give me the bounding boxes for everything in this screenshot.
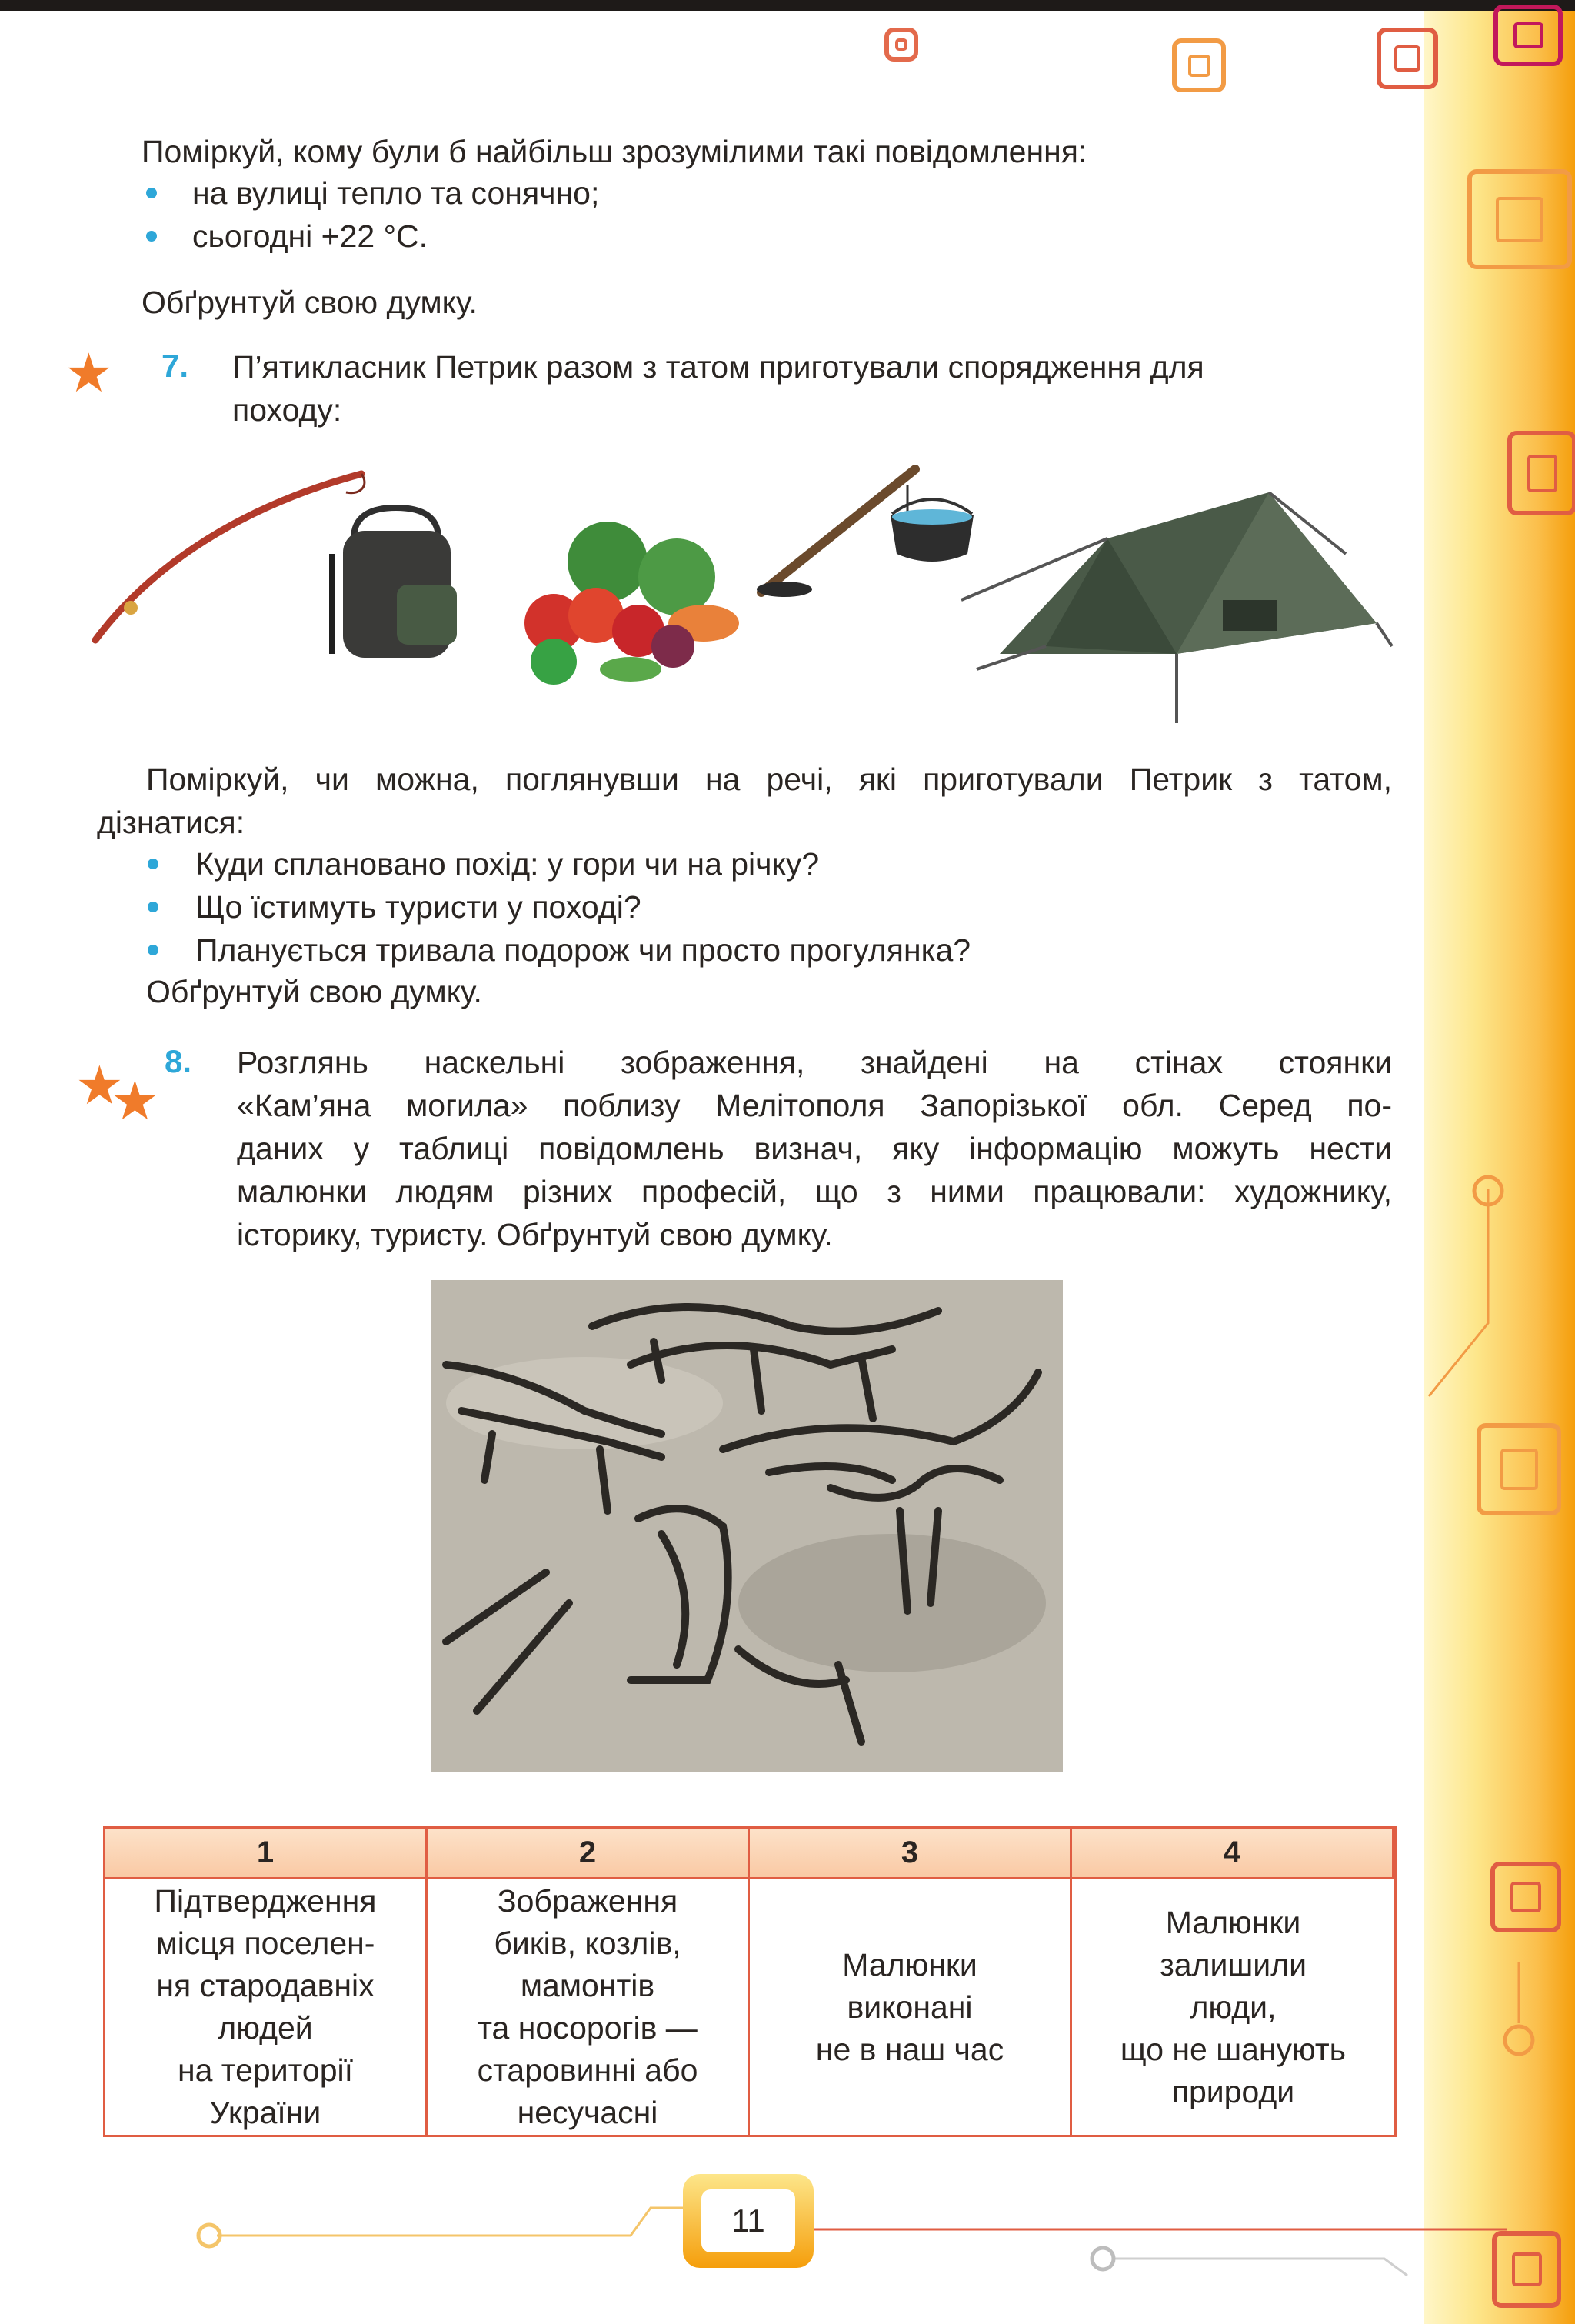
intro-bullet-1: на вулиці тепло та сонячно; <box>192 175 600 211</box>
page-number: 11 <box>701 2189 795 2252</box>
task7-bullet-3: Планується тривала подорож чи просто прогулянка? <box>195 932 971 968</box>
task7-bullet-1: Куди сплановано похід: у гори чи на річку? <box>195 846 820 882</box>
task8-line-5: історику, туристу. Обґрунтуй свою думку. <box>237 1217 833 1252</box>
task7-number: 7. <box>161 348 189 384</box>
table-cell-4: Малюнки залишили люди, що не шанують природи <box>1120 1904 1347 2109</box>
task7-line-2: походу: <box>232 392 342 428</box>
task7-line-1: П’ятикласник Петрик разом з татом приготували спорядження для <box>232 349 1204 385</box>
task7-bullet-2: Що їстимуть туристи у поході? <box>195 889 641 925</box>
intro-bullet-2: сьогодні +22 °С. <box>192 218 428 254</box>
task8-number: 8. <box>165 1043 192 1079</box>
bullet-marker <box>146 188 157 198</box>
cave-drawings-image <box>431 1280 1063 1772</box>
tent-icon <box>946 469 1400 731</box>
task7-justify: Обґрунтуй свою думку. <box>146 974 482 1009</box>
table-header-4: 4 <box>1072 1829 1394 1879</box>
bullet-marker <box>146 231 157 242</box>
task8-line-1: Розглянь наскельні зображення, знайдені на стінах стоянки <box>237 1045 1392 1080</box>
vegetables-icon <box>508 515 746 685</box>
table-header-3: 3 <box>750 1829 1072 1879</box>
star-icon: ★ <box>65 343 113 403</box>
bullet-marker <box>148 859 158 869</box>
task8-line-2: «Кам’яна могила» поблизу Мелітополя Запорізької обл. Серед по- <box>237 1088 1392 1123</box>
table-cell-2: Зображення биків, козлів, мамонтів та носорогів — старовинні або несучасні <box>428 1879 750 2135</box>
task7-question-line-2: дізнатися: <box>97 805 245 840</box>
page-number-badge <box>683 2174 814 2268</box>
task8-line-4: малюнки людям різних професій, що з ними працювали: художнику, <box>237 1174 1392 1209</box>
table-cell-3: Малюнки виконані не в наш час <box>750 1879 1072 2135</box>
task7-question-line-1: Поміркуй, чи можна, поглянувши на речі, які приготували Петрик з татом, <box>146 762 1392 797</box>
task8-line-3: даних у таблиці повідомлень визнач, яку інформацію можуть нести <box>237 1131 1392 1166</box>
table-header-1: 1 <box>105 1829 428 1879</box>
table-cell-1: Підтвердження місця поселен- ня стародавніх людей на території України <box>105 1879 428 2135</box>
star-icon: ★ <box>111 1071 159 1131</box>
star-icon: ★ <box>75 1055 124 1115</box>
messages-table <box>103 1826 1397 2137</box>
table-header-2: 2 <box>428 1829 750 1879</box>
intro-justify: Обґрунтуй свою думку. <box>142 285 478 320</box>
backpack-icon <box>323 500 469 662</box>
intro-question: Поміркуй, кому були б найбільш зрозумілими такі повідомлення: <box>142 134 1087 169</box>
bullet-marker <box>148 945 158 955</box>
bullet-marker <box>148 902 158 912</box>
